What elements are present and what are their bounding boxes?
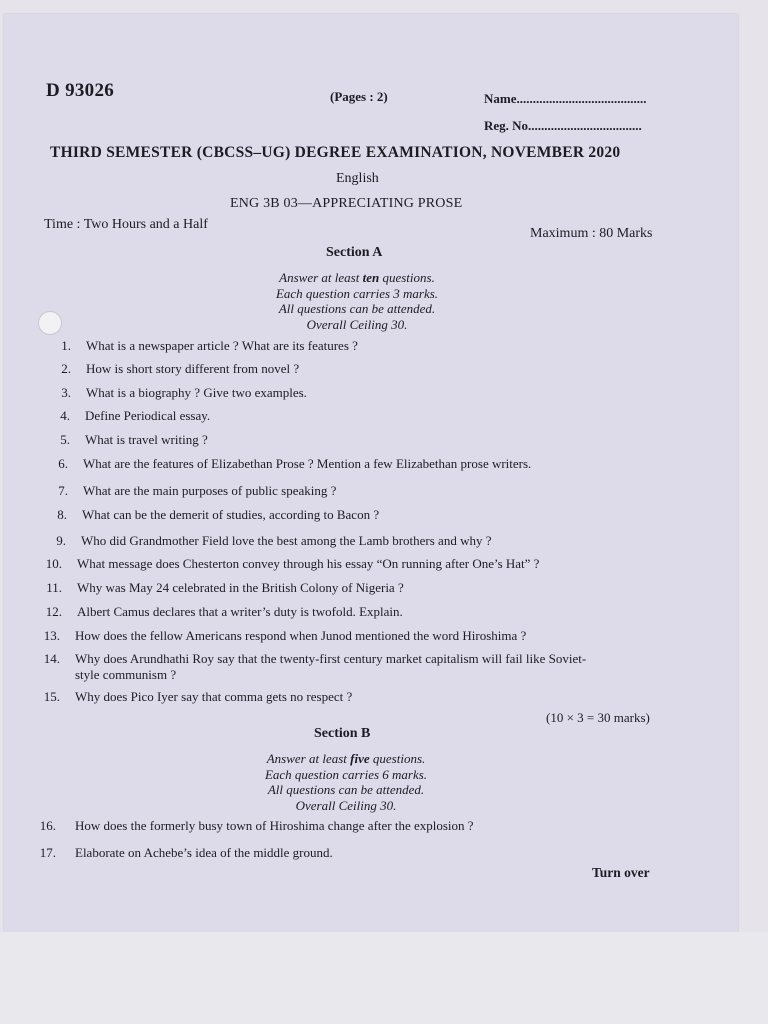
instruction-text: Each question carries 6 marks.: [264, 766, 428, 782]
question-text: What can be the demerit of studies, according to Bacon ?: [82, 507, 380, 522]
question-text: What are the features of Elizabethan Prose ? Mention a few Elizabethan prose writers.: [83, 456, 532, 471]
question-text: What is a newspaper article ? What are its features ?: [86, 338, 358, 353]
question-number: 2.: [61, 361, 71, 376]
instruction-emphasis: ten: [362, 270, 380, 285]
instruction-line: [207, 270, 507, 286]
instruction-text: Each question carries 3 marks.: [275, 285, 439, 301]
question-number: 6.: [58, 456, 68, 471]
question-number: 15.: [43, 689, 60, 704]
question-number: 12.: [45, 604, 62, 619]
instruction-line: [207, 317, 507, 333]
instruction-text: All questions can be attended.: [267, 782, 425, 797]
instruction-text: questions.: [379, 270, 435, 285]
name-field: Name........................................: [484, 91, 647, 106]
question-number: 17.: [39, 845, 56, 860]
question-number: 9.: [56, 533, 66, 548]
question-number: 8.: [57, 507, 67, 522]
instruction-line: [196, 782, 496, 798]
instruction-line: [207, 286, 507, 302]
question-text: Elaborate on Achebe’s idea of the middle ground.: [75, 845, 333, 860]
section-a-heading: Section A: [326, 245, 383, 260]
instruction-line: [196, 767, 496, 783]
question-number: 16.: [39, 818, 56, 833]
maximum-marks: Maximum : 80 Marks: [530, 226, 653, 241]
question-paper-code: D 93026: [46, 80, 115, 101]
instruction-text: Answer at least: [266, 751, 351, 766]
question-text: What is a biography ? Give two examples.: [86, 385, 307, 400]
question-text: What are the main purposes of public speaking ?: [83, 483, 337, 498]
punch-hole: [38, 311, 62, 335]
question-number: 5.: [60, 432, 70, 447]
time-allowed: Time : Two Hours and a Half: [44, 217, 208, 232]
question-text: Define Periodical essay.: [85, 408, 211, 423]
question-text: What message does Chesterton convey through his essay “On running after One’s Hat” ?: [77, 556, 540, 571]
instruction-text: All questions can be attended.: [278, 301, 436, 316]
question-text: Why was May 24 celebrated in the British Colony of Nigeria ?: [77, 580, 404, 595]
exam-title: THIRD SEMESTER (CBCSS–UG) DEGREE EXAMINATION, NOVEMBER 2020: [50, 144, 621, 161]
instruction-text: questions.: [369, 751, 426, 766]
question-text: Albert Camus declares that a writer’s duty is twofold. Explain.: [77, 604, 403, 619]
question-number: 13.: [43, 628, 60, 643]
question-number: 4.: [60, 408, 70, 423]
question-text: How is short story different from novel ?: [86, 361, 300, 376]
question-number: 3.: [61, 385, 71, 400]
instruction-line: [196, 798, 496, 814]
question-text: How does the formerly busy town of Hiroshima change after the explosion ?: [75, 818, 474, 833]
question-number: 11.: [46, 580, 62, 595]
question-text: style communism ?: [75, 667, 177, 682]
question-text: Who did Grandmother Field love the best among the Lamb brothers and why ?: [81, 533, 492, 548]
question-text: How does the fellow Americans respond when Junod mentioned the word Hiroshima ?: [75, 628, 527, 643]
section-b-heading: Section B: [314, 726, 371, 741]
section-a-marks: (10 × 3 = 30 marks): [546, 710, 650, 725]
scanner-bed: [0, 932, 768, 1024]
turn-over-label: Turn over: [592, 865, 650, 880]
instruction-text: Overall Ceiling 30.: [306, 316, 408, 332]
question-text: What is travel writing ?: [85, 432, 208, 447]
question-text: Why does Arundhathi Roy say that the twenty-first century market capitalism will fail like Soviet-: [75, 651, 587, 666]
question-number: 14.: [43, 651, 60, 666]
instruction-emphasis: five: [350, 751, 370, 766]
reg-number-field: Reg. No...................................: [484, 118, 642, 133]
question-number: 7.: [58, 483, 68, 498]
question-text: Why does Pico Iyer say that comma gets no respect ?: [75, 689, 353, 704]
question-number: 10.: [45, 556, 62, 571]
question-number: 1.: [61, 338, 71, 353]
instruction-line: [207, 301, 507, 317]
subject: English: [336, 171, 379, 186]
paper-title: ENG 3B 03—APPRECIATING PROSE: [230, 196, 463, 211]
instruction-line: [196, 751, 496, 767]
instruction-text: Answer at least: [279, 270, 363, 285]
instruction-text: Overall Ceiling 30.: [295, 797, 397, 813]
page-count: (Pages : 2): [330, 89, 388, 104]
